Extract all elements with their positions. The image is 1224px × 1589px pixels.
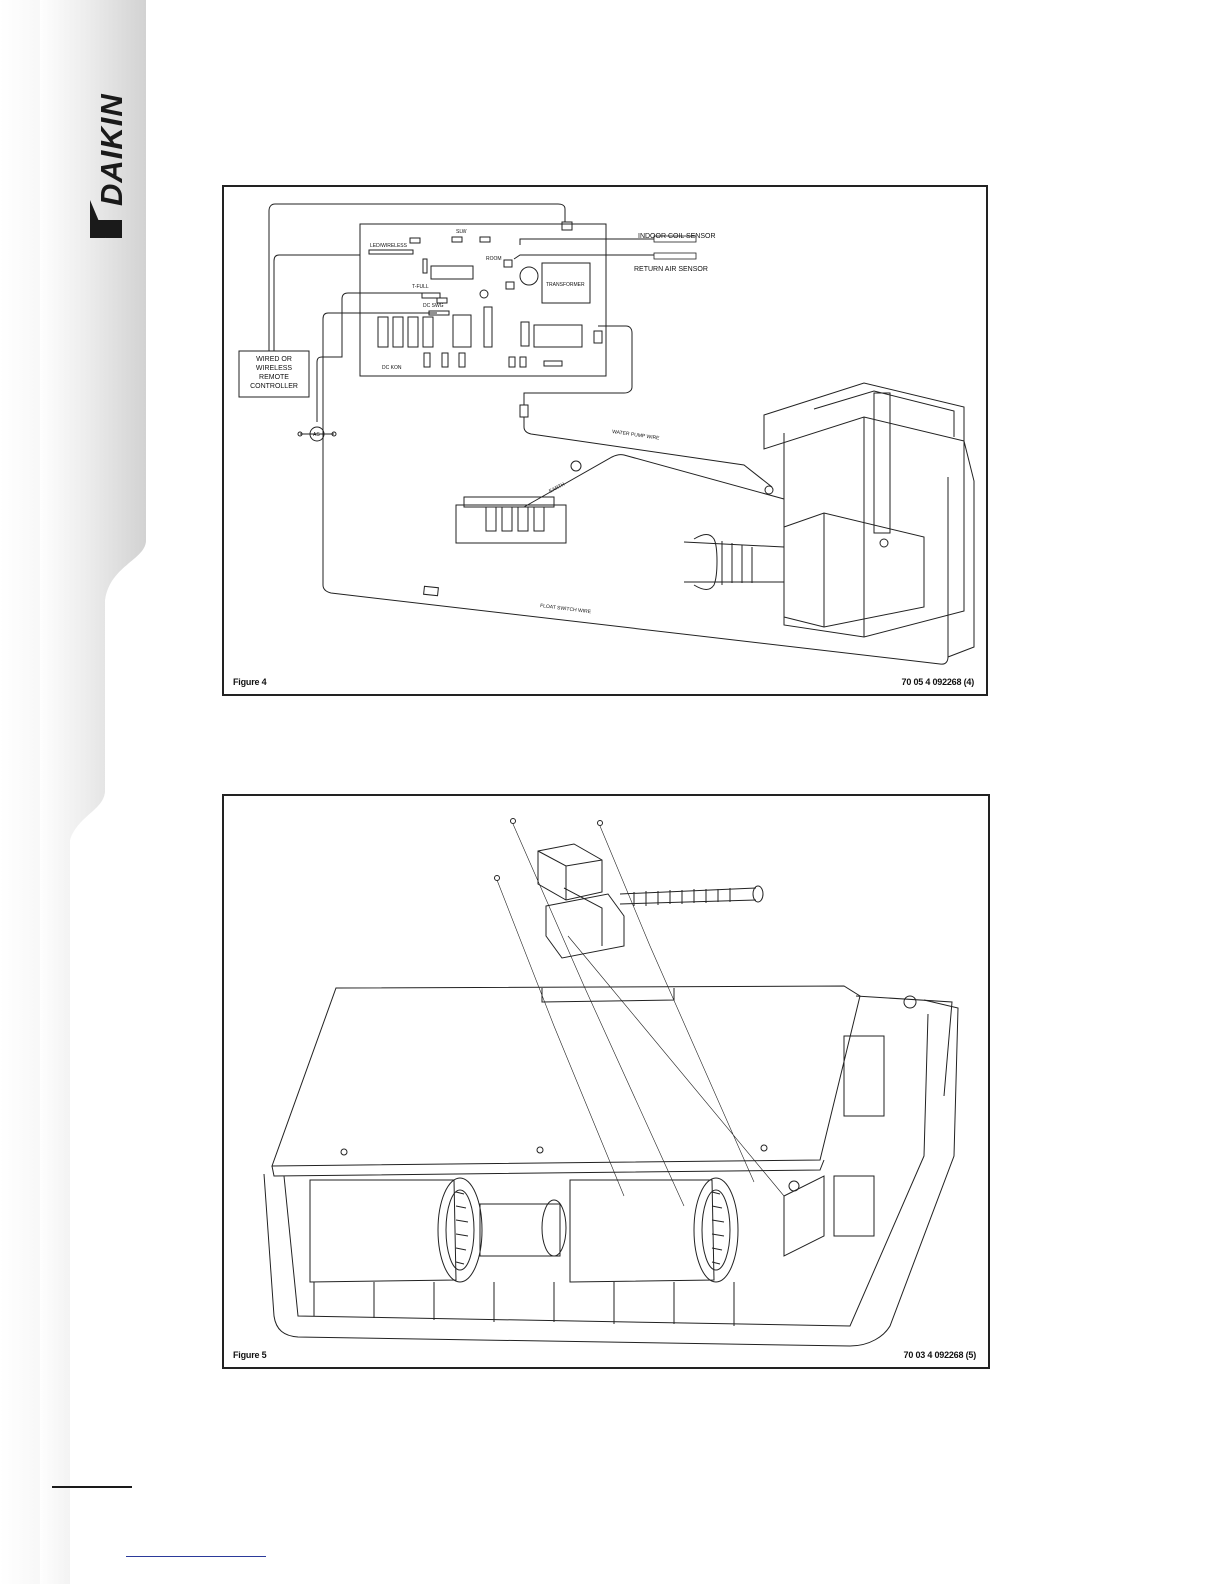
figure-4-wiring-diagram <box>222 185 988 696</box>
footer-rule <box>52 1486 132 1488</box>
figure-4-code: 70 05 4 092268 (4) <box>901 677 974 687</box>
brand-logo-text: DAIKIN <box>94 93 129 206</box>
label-float-switch-wire: FLOAT SWITCH WIRE <box>539 603 592 616</box>
label-indoor-coil-sensor: INDOOR COIL SENSOR <box>638 233 716 240</box>
figure-4-caption: Figure 4 <box>233 677 267 687</box>
label-dc-swg: DC SWG <box>423 303 444 309</box>
label-earth: EARTH <box>548 481 566 495</box>
label-transformer: TRANSFORMER <box>546 282 585 288</box>
label-remote-line-3: REMOTE <box>259 374 289 381</box>
terminal-block <box>456 505 566 543</box>
screw-icon <box>511 819 516 824</box>
label-led-wireless: LED/WIRELESS <box>370 243 407 249</box>
figure-5-caption: Figure 5 <box>233 1350 267 1360</box>
figure-5-code: 70 03 4 092268 (5) <box>903 1350 976 1360</box>
label-slw: SLW <box>456 229 467 235</box>
figure-5-exploded-assembly <box>222 794 990 1369</box>
led-wireless-connector <box>369 250 413 254</box>
label-remote-line-4: CONTROLLER <box>250 383 298 390</box>
label-dc-kon: DC KON <box>382 365 402 371</box>
footer-link-underline <box>126 1556 266 1557</box>
microcontroller-chip <box>431 266 473 279</box>
label-as: AS <box>313 432 320 438</box>
label-remote-line-1: WIRED OR <box>256 356 292 363</box>
label-room: ROOM <box>486 256 502 262</box>
label-remote-line-2: WIRELESS <box>255 365 293 372</box>
label-water-pump-wire: WATER PUMP WIRE <box>611 429 660 442</box>
assembly-drawing <box>224 796 988 1367</box>
wiring-diagram-drawing <box>224 187 986 694</box>
label-return-air-sensor: RETURN AIR SENSOR <box>634 266 708 273</box>
sidebar-band <box>0 0 160 1584</box>
label-t-full: T-FULL <box>412 284 429 290</box>
